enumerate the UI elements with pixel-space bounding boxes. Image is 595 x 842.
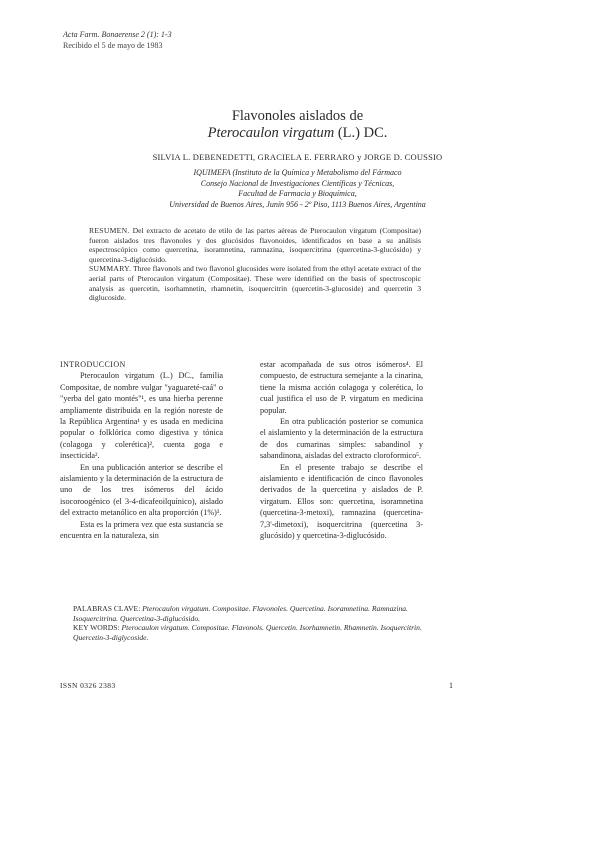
- paper-title-line2: [0, 125, 595, 142]
- species-author: (L.) DC.: [334, 125, 388, 141]
- keywords-english: [73, 623, 431, 642]
- journal-citation: Acta Farm. Bonaerense 2 (1): 1-3: [63, 30, 172, 39]
- keywords-block: [73, 604, 431, 642]
- paper-title-line1: Flavonoles aislados de: [231, 108, 364, 124]
- summary-text: Three flavonols and two flavonol glucosides were isolated from the ethyl acetate extract of the aerial parts of Pterocaulon virgatum (Compositae). These were identified on the basis of spectroscopic analysis as quercetin, isorhamnetin, rhamnetin, isoquercitrin (quercetin-3-glucoside) and quercetin 3 diglucoside.: [89, 264, 421, 303]
- resumen: [89, 226, 421, 264]
- species-name: Pterocaulon virgatum: [207, 125, 335, 141]
- affiliation-line: IQUIMEFA (Instituto de la Química y Metabolismo del Fármaco: [193, 168, 402, 177]
- affiliation-line: Facultad de Farmacia y Bioquímica,: [238, 189, 357, 198]
- summary-label: SUMMARY.: [89, 264, 132, 274]
- received-date: Recibido el 5 de mayo de 1983: [63, 41, 163, 50]
- affiliation-block: [90, 168, 505, 210]
- intro-paragraph-1: Pterocaulon virgatum (L.) DC., familia Compositae, de nombre vulgar "yaguareté-caá" o "yerba del gato montés"¹, es una hierba perenne ampliamente distribuida en la región noreste de la República Argentina¹ y es usada en medicina popular o folklórica como digestiva y tónica (colagoga y colerética)², cuenta goga e insecticida².: [60, 371, 223, 461]
- intro-paragraph-3: Esta es la primera vez que esta sustancia se encuentra en la naturaleza, sin: [60, 519, 223, 541]
- intro-paragraph-5: En otra publicación posterior se comunica el aislamiento y la determinación de la estructura de dos cumarinas simples: sabandinol y sabandinona, aisladas del extracto cloroformico⁵.: [260, 417, 423, 461]
- summary: [89, 264, 421, 302]
- intro-paragraph-2: En una publicación anterior se describe el aislamiento y la determinación de la estructura de uno de los tres isómeros del ácido isocoroogénico (el 3-4-dicafeoilquínico), aislado del extracto metanólico en alta proporción (1%)³.: [60, 462, 223, 518]
- page-number: 1: [449, 681, 453, 690]
- abstract-block: [89, 226, 421, 303]
- keywords-es-label: PALABRAS CLAVE:: [73, 604, 141, 613]
- keywords-es-text: Pterocaulon virgatum. Compositae. Flavonoles. Quercetina. Isoramnetina. Ramnazina. Isoquercitrina. Quercetina-3-diglucósido.: [73, 604, 408, 623]
- issn: ISSN 0326 2383: [60, 681, 116, 690]
- keywords-en-label: KEY WORDS:: [73, 623, 120, 633]
- resumen-label: RESUMEN.: [89, 226, 130, 235]
- keywords-spanish: [73, 604, 431, 623]
- left-column: [60, 359, 223, 542]
- intro-paragraph-6: En el presente trabajo se describe el aislamiento e identificación de cinco flavonoles derivados de la quercetina y aislados de P. virgatum. Ellos son: quercetina, isoramnetina (quercetina-3-metoxi), ramnazina (quercetina-7,3'-dimetoxi), isoquercitrina (quercetina 3-glucósido) y quercetina-3-diglucósido.: [260, 462, 423, 541]
- intro-paragraph-4: estar acompañada de sus otros isómeros⁴. El compuesto, de estructura semejante a la cinarina, tiene la misma acción colagoga y colerética, lo cual justifica el uso de P. virgatum en medicina popular.: [260, 360, 423, 415]
- section-heading-introduccion: INTRODUCCION: [60, 360, 126, 369]
- author-list: SILVIA L. DEBENEDETTI, GRACIELA E. FERRARO y JORGE D. COUSSIO: [152, 152, 443, 162]
- affiliation-line: Consejo Nacional de Investigaciones Científicas y Técnicas,: [200, 178, 395, 188]
- resumen-text: Del extracto de acetato de etilo de las partes aéreas de Pterocaulon virgatum (Compositae) fueron aislados tres flavonoles y dos glucósidos flavonoides, identificados en base a su análisis espectroscópico como quercetina, isoramnetina, ramnazina, isoquercitrina (quercetina-3-glucósido) y quercetina-3-diglucósido.: [89, 226, 421, 264]
- keywords-en-text: Pterocaulon virgatum. Compositae. Flavonols. Quercetin. Isorhamnetin. Rhamnetin. Isoquercitrin. Quercetin-3-diglycoside.: [73, 623, 422, 642]
- affiliation-line: Universidad de Buenos Aires, Junín 956 - 2º Piso, 1113 Buenos Aires, Argentina: [169, 199, 426, 209]
- right-column: [260, 359, 423, 542]
